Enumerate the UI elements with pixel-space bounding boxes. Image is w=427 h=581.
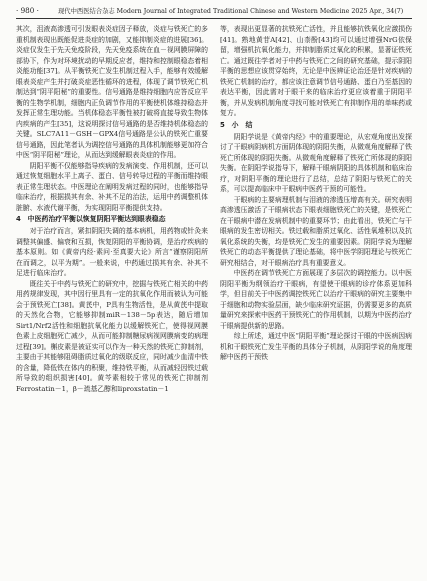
paragraph: 干眼病的主要病理机制与泪液的渗透压增高有关。研究表明高渗透压激活了干眼病状态下眼表细胞铁死亡的关键，是铁死亡在干眼病中潜在发病机制中的重要环节；由此看出，铁死亡与干眼病的发生密切相关。铁过载和脂质过氧化、活性氧堆积以及抗氧化系统的失衡，均是铁死亡发生的重要因素。阴阳学说为理解铁死亡的动态平衡提供了理论基础，将中医学阴阳理论与铁死亡研究相结合，对干眼病治疗具有重要意义。 (220, 195, 412, 267)
page-number: · 980 · (16, 6, 39, 15)
paragraph: 对于治疗而言，紧扣阴阳失调的基本病机，用药物或针灸来调整其偏盛、偏衰和互损，恢复阴阳的平衡协调，是治疗疾病的基本原则。如《黄帝内经·素问·至真要大论》所言“谨察阴阳所在而调之，以平为期”。一般来说，中药通过损其有余、补其不足进行临床治疗。 (16, 227, 208, 277)
left-column (16, 24, 208, 572)
paragraph: 阴阳平衡不仅能够指导疾病的发病演变、作用机制，还可以通过恢复细胞水平上离子、蛋白、信号转导过程的平衡而维持眼表正常生理状态。中医理论在阐明发病过程的同时，也能够指导临床治疗，根据损其有余、补其不足的治法，运用中药调整机体脏腑、水液代谢平衡，为实现阴阳平衡提供支持。 (16, 161, 208, 212)
header-rule (16, 18, 412, 19)
right-column (220, 24, 412, 572)
section-heading-5: 5 小 结 (220, 120, 253, 129)
paragraph: 中医药在调节铁死亡方面展现了多层次的调控能力。以中医阴阳平衡为纲领治疗干眼病，有望使干眼病的诊疗体系更加科学，但目前关于中医药调控铁死亡以治疗干眼病的研究主要集中于细胞和动物实验层面，缺少临床研究证据，仍需要更多的高质量研究来探索中医药干预铁死亡的作用机制，以期为中医药治疗干眼病提供新的思路。 (220, 269, 412, 330)
paragraph: 其次，沮液高渗透可引发眼表炎症因子释放，炎症与铁死亡的多重机制表现出既能促进炎症的加剧，又能抑制炎症的进展[36]。炎症仅发生于先天免疫阶段，先天免疫系统在血－视网膜屏障的部协下，作为对环境扰动的早期反应者，维持和控制眼稳态着相炎能功能[37]。从平衡铁死亡发生机制过程入手，能够有效缓解眼表炎症产生并打破炎症恶性循环的进程，体现了调节铁死亡机制达到“阴平阳秘”的重要性。信号通路是维持细胞内应答反应平衡的生物学机制，细胞内正负调节作用的平衡使机体维持稳态并发挥正常生理功能。当机体稳态平衡性被打破将直接导致生物体内疾病的产生[35]，这说明探讨信号通路的是否维持机体稳态的关键。SLC7A11－GSH－GPX4信号通路是公认的铁死亡重要信号通路，因此笔者认为调控信号通路的具体机制能够更加符合中医“阴平阳秘”理论，从而达到缓解眼表炎症的作用。 (16, 25, 208, 159)
paragraph: 既往关于中药与铁死亡的研究中，挖掘与铁死亡相关的中药用药规律发现，其中因行里具有一定的抗氧化作用而被认为可能会于预铁死亡[38]。黄芪中，P具有生物活性，是从黄芪中提取的天然化合物，它能够抑制miR－138－5p表达，随后增加Sirt1/Nrf2活性和细胞抗氧化能力以缓解铁死亡，使得视网膜色素上皮细胞死亡减少，从而可能抑制糖尿病视网膜病变的病理过程[39]。槲皮素是被证实可以作为一种天然的铁死亡抑制剂，主要由于其能够阻碍脂质过氧化的级联反应，同时减少血清中铁的含量，降低铁在体内的积聚，维持铁平衡，从而减轻因铁过载所导致的组织损害[40]。黄芩素相较于常见的铁死亡抑制剂Ferrostatin－1，β－巯基乙醇和liproxstatin－1 (16, 279, 208, 393)
paragraph: 等，表现出更显著的抗铁死亡活性，并且能够抗铁氧化应激损伤[41]。熟地黄苷A[42]、山柰酚[43]均可以通过增强NrG依保留，增强机抗氧化能力，并抑制脂质过氧化的积累，显著证铁死亡。通过既往学者对于中药与铁死亡之间的研究基础，提示阴阳平衡的思想应该贯穿始终，无论是中医辨证论治还是针对疾病的铁死亡机制的治疗，都应该注意调节信号通路、蛋白乃至基因的表达平衡，因此需对于眼干来的临床治疗更应该着重于阴阳平衡，并从发病机制角度寻找可能对铁死亡有抑制作用的单味药或复方。 (220, 25, 412, 117)
section-heading-4: 4 中医药治疗平衡以恢复阴阳平衡达到眼表稳态 (16, 215, 166, 223)
paragraph: 综上所述，通过中医“阴阳平衡”理论探讨干眼的中医病因病机和干眼铁死亡发生平衡的具体分子机制，从阴阳学说的角度理解中医药干预铁 (220, 332, 412, 361)
journal-title-line: 现代中西医结合杂志 Modern Journal of Integrated Traditional Chinese and Western Medicine 2025 Apr., 34(7) (58, 8, 404, 15)
paragraph: 阴阳学说是《黄帝内经》中的重要理论，从宏观角度出发探讨了干眼病阴病机方面阴体现的阴阳失衡，从微观角度解释了铁死亡所体现的阴阳失衡。从微观角度解释了铁死亡所体现的阴阳失衡。在阴阳学说指导下，解释干眼病阴阳的具体机制和临床治疗，对阴阳平衡的理论进行了总结，总结了阴阳与铁死亡的关系，可以提高临床中干眼病中医药干预的可能性。 (220, 132, 412, 193)
